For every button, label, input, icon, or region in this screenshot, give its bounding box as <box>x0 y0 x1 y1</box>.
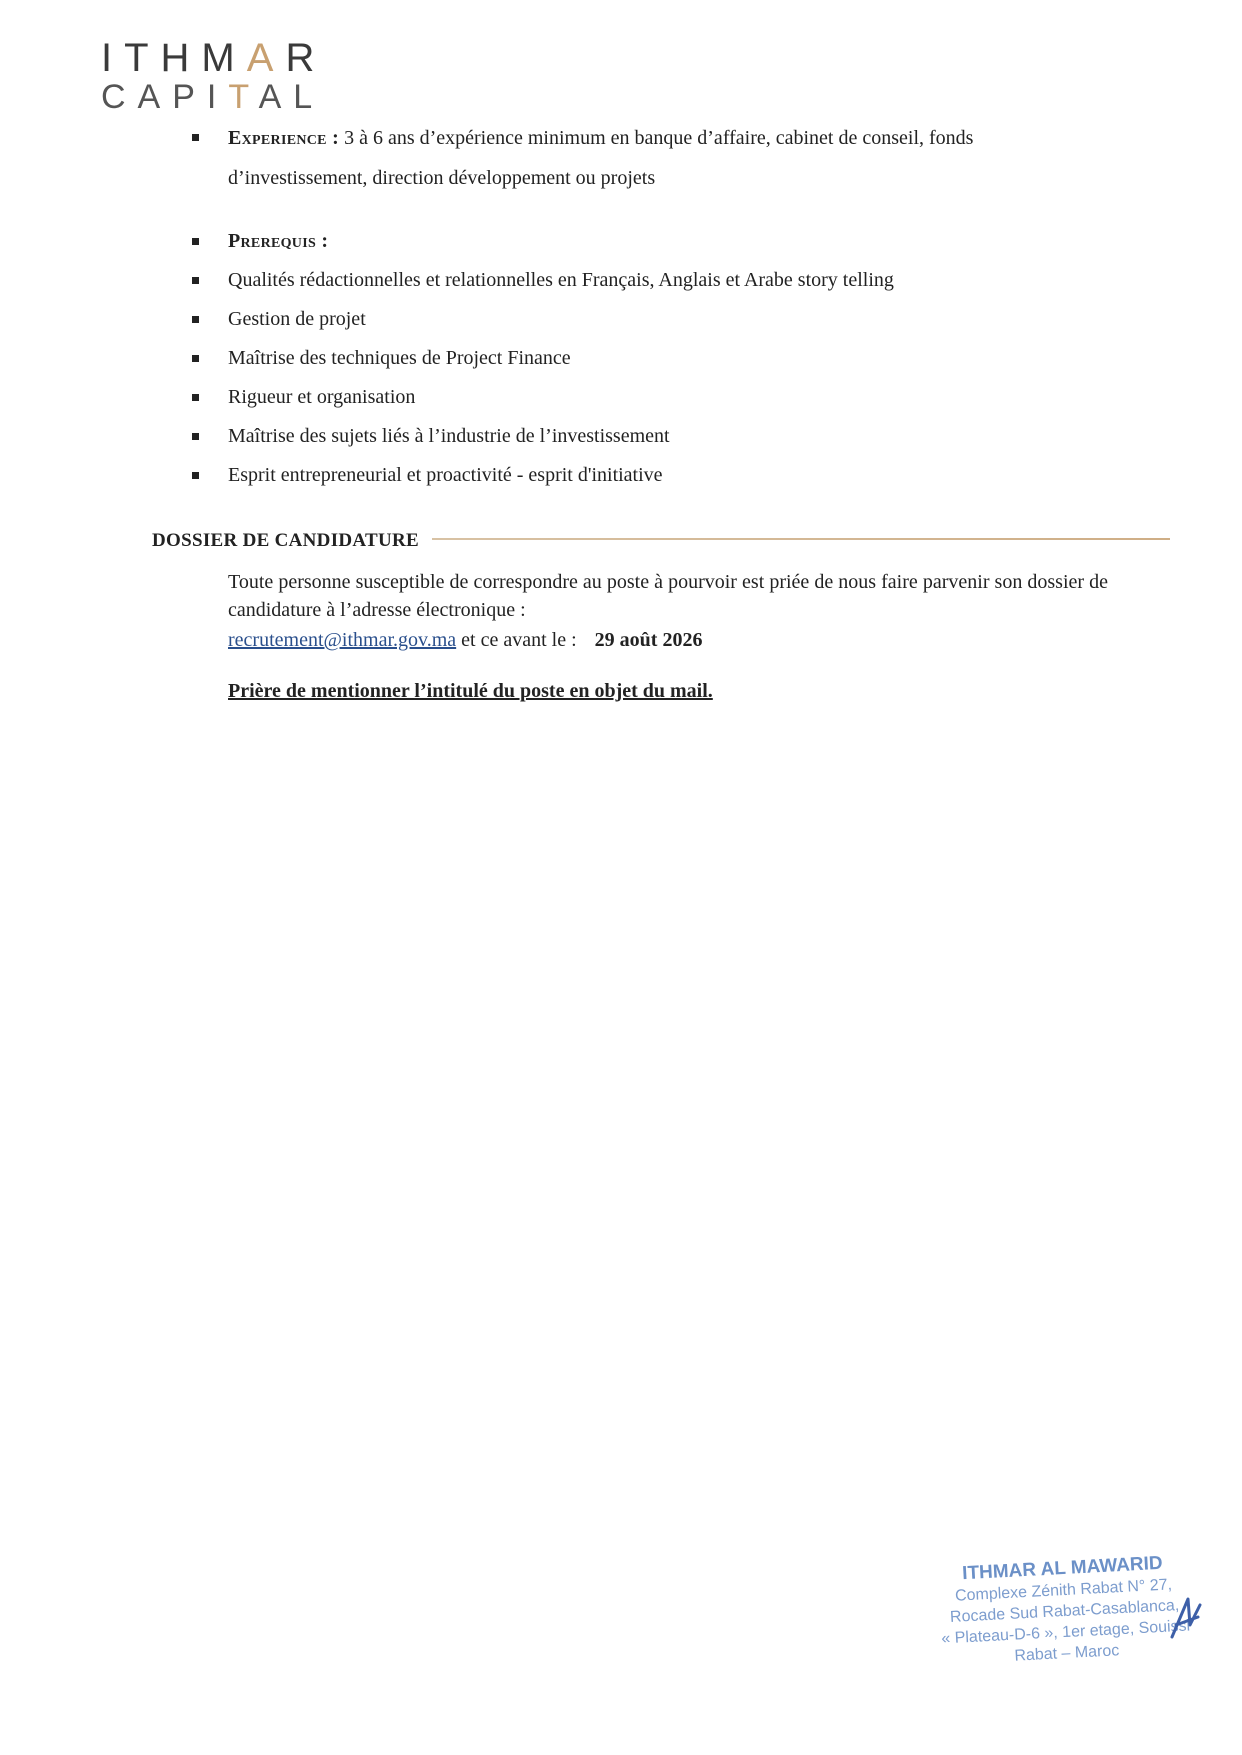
experience-item <box>192 118 1102 198</box>
list-item <box>192 378 1102 417</box>
company-logo <box>101 38 326 114</box>
bullet-icon <box>192 277 199 284</box>
logo-text-part: AL <box>258 78 325 116</box>
email-link[interactable]: recrutement@ithmar.gov.ma <box>228 629 457 651</box>
experience-text: 3 à 6 ans d’expérience minimum en banque d’affaire, cabinet de conseil, fonds d’investissement, direction développement ou projets <box>228 127 974 189</box>
stamp-line: Rabat – Maroc <box>1014 1642 1120 1665</box>
list-item <box>192 339 1102 378</box>
section-title-dossier: DOSSIER DE CANDIDATURE <box>152 530 420 551</box>
requirements-list <box>192 128 1102 495</box>
prerequis-item-text: Maîtrise des techniques de Project Finance <box>228 347 571 369</box>
logo-accent-letter: T <box>228 78 259 116</box>
experience-label: Experience : <box>228 127 340 149</box>
logo-text-part: ITHM <box>101 36 247 80</box>
list-item <box>192 261 1102 300</box>
before-date-text: et ce avant le : <box>456 629 577 651</box>
application-contact-line <box>228 626 702 654</box>
bullet-icon <box>192 316 199 323</box>
company-stamp <box>927 1551 1203 1685</box>
bullet-icon <box>192 134 199 141</box>
bullet-icon <box>192 472 199 479</box>
subject-note: Prière de mentionner l’intitulé du poste en objet du mail. <box>228 680 713 702</box>
section-divider <box>432 538 1170 540</box>
prerequis-item-text: Rigueur et organisation <box>228 386 416 408</box>
prerequis-item-text: Qualités rédactionnelles et relationnelles en Français, Anglais et Arabe story telling <box>228 269 894 291</box>
logo-text-part: CAPI <box>101 78 229 116</box>
stamp-line: « Plateau-D-6 », 1er etage, Souissi <box>940 1617 1191 1648</box>
prerequis-item-text: Gestion de projet <box>228 308 366 330</box>
list-item <box>192 456 1102 495</box>
stamp-line: Complexe Zénith Rabat N° 27, <box>954 1576 1173 1605</box>
bullet-icon <box>192 355 199 362</box>
bullet-icon <box>192 433 199 440</box>
prerequis-item <box>192 222 1102 261</box>
prerequis-item-text: Esprit entrepreneurial et proactivité - esprit d'initiative <box>228 464 663 486</box>
list-item <box>192 300 1102 339</box>
logo-line-ithmar <box>101 38 326 78</box>
list-item <box>192 417 1102 456</box>
prerequis-label: Prerequis : <box>228 230 329 252</box>
logo-text-part: R <box>285 36 327 80</box>
logo-accent-letter: A <box>246 36 286 80</box>
signature-icon <box>1168 1595 1204 1641</box>
application-paragraph: Toute personne susceptible de correspondre au poste à pourvoir est priée de nous faire parvenir son dossier de candidature à l’adresse électronique : <box>228 571 1108 621</box>
bullet-icon <box>192 394 199 401</box>
logo-line-capital <box>101 80 326 114</box>
stamp-title: ITHMAR AL MAWARID <box>961 1552 1164 1585</box>
stamp-line: Rocade Sud Rabat-Casablanca, <box>949 1597 1180 1627</box>
prerequis-item-text: Maîtrise des sujets liés à l’industrie de l’investissement <box>228 425 670 447</box>
deadline-date: 29 août 2026 <box>594 629 703 651</box>
bullet-icon <box>192 238 199 245</box>
